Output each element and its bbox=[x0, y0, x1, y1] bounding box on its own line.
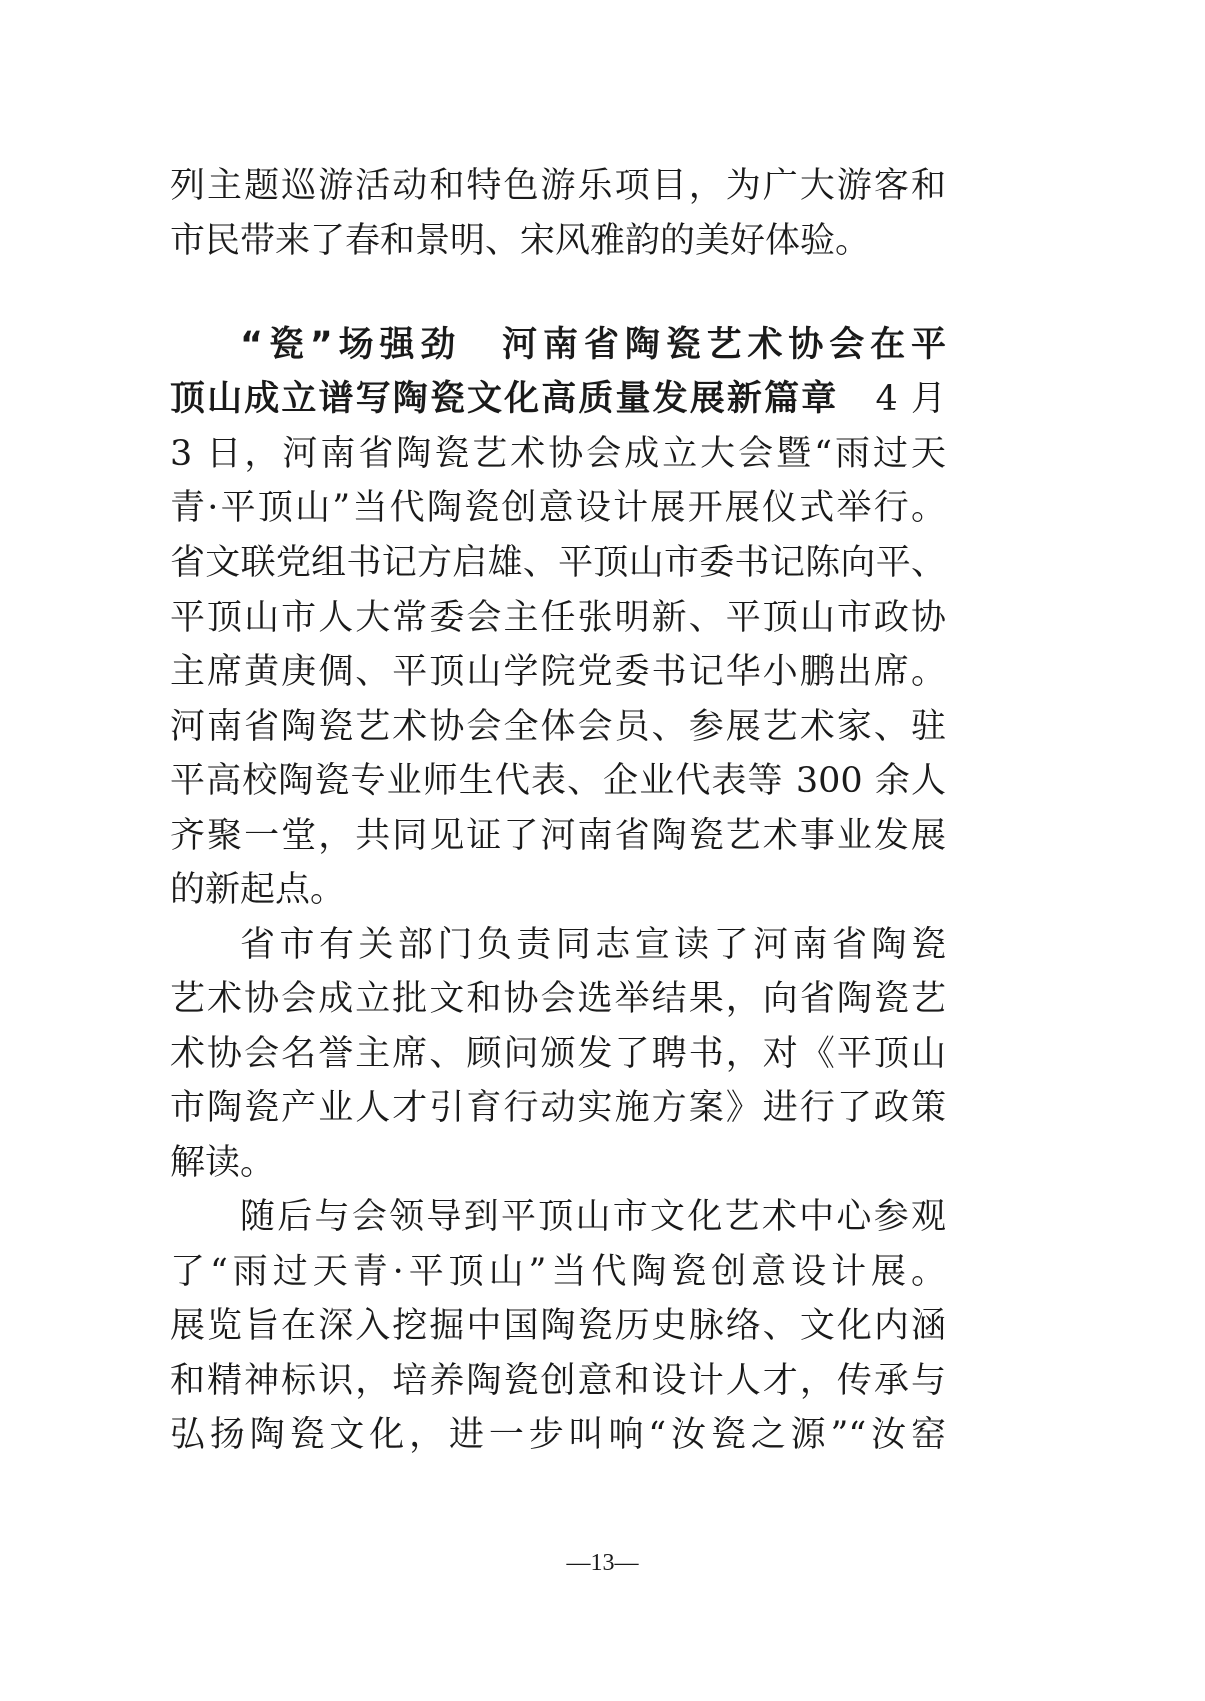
body-line: 的新起点。 bbox=[170, 870, 346, 910]
body-line: 术协会名誉主席、顾问颁发了聘书，对《平顶山 bbox=[170, 1034, 946, 1074]
body-line: 市民带来了春和景明、宋风雅韵的美好体验。 bbox=[170, 221, 871, 261]
body-line: 平顶山市人大常委会主任张明新、平顶山市政协 bbox=[170, 598, 946, 638]
body-line: 3 日，河南省陶瓷艺术协会成立大会暨“雨过天 bbox=[170, 434, 946, 474]
body-line: 省市有关部门负责同志宣读了河南省陶瓷 bbox=[240, 925, 946, 965]
body-line: 河南省陶瓷艺术协会全体会员、参展艺术家、驻 bbox=[170, 707, 946, 747]
body-text-start: 4 月 bbox=[838, 379, 946, 419]
body-line: 市陶瓷产业人才引育行动实施方案》进行了政策 bbox=[170, 1088, 946, 1128]
article-heading-line: “瓷”场强劲 河南省陶瓷艺术协会在平 bbox=[240, 325, 946, 365]
article-heading-text: 顶山成立谱写陶瓷文化高质量发展新篇章 bbox=[170, 379, 839, 419]
body-line: 艺术协会成立批文和协会选举结果，向省陶瓷艺 bbox=[170, 979, 946, 1019]
body-line: 齐聚一堂，共同见证了河南省陶瓷艺术事业发展 bbox=[170, 816, 946, 856]
body-line: 平高校陶瓷专业师生代表、企业代表等 300 余人 bbox=[170, 761, 946, 801]
page-number: —13— bbox=[566, 1550, 639, 1576]
body-line: 随后与会领导到平顶山市文化艺术中心参观 bbox=[240, 1197, 946, 1237]
body-line: 青·平顶山”当代陶瓷创意设计展开展仪式举行。 bbox=[170, 488, 946, 528]
article-heading-line-2 bbox=[170, 369, 946, 429]
body-line: 展览旨在深入挖掘中国陶瓷历史脉络、文化内涵 bbox=[170, 1306, 946, 1346]
body-line: 和精神标识，培养陶瓷创意和设计人才，传承与 bbox=[170, 1361, 946, 1401]
body-line: 弘扬陶瓷文化，进一步叫响“汝瓷之源”“汝窑 bbox=[170, 1415, 946, 1455]
body-line: 列主题巡游活动和特色游乐项目，为广大游客和 bbox=[170, 166, 946, 206]
body-line: 解读。 bbox=[170, 1143, 276, 1183]
body-line: 了“雨过天青·平顶山”当代陶瓷创意设计展。 bbox=[170, 1252, 946, 1292]
body-line: 主席黄庚倜、平顶山学院党委书记华小鹏出席。 bbox=[170, 652, 946, 692]
body-line: 省文联党组书记方启雄、平顶山市委书记陈向平、 bbox=[170, 543, 946, 583]
